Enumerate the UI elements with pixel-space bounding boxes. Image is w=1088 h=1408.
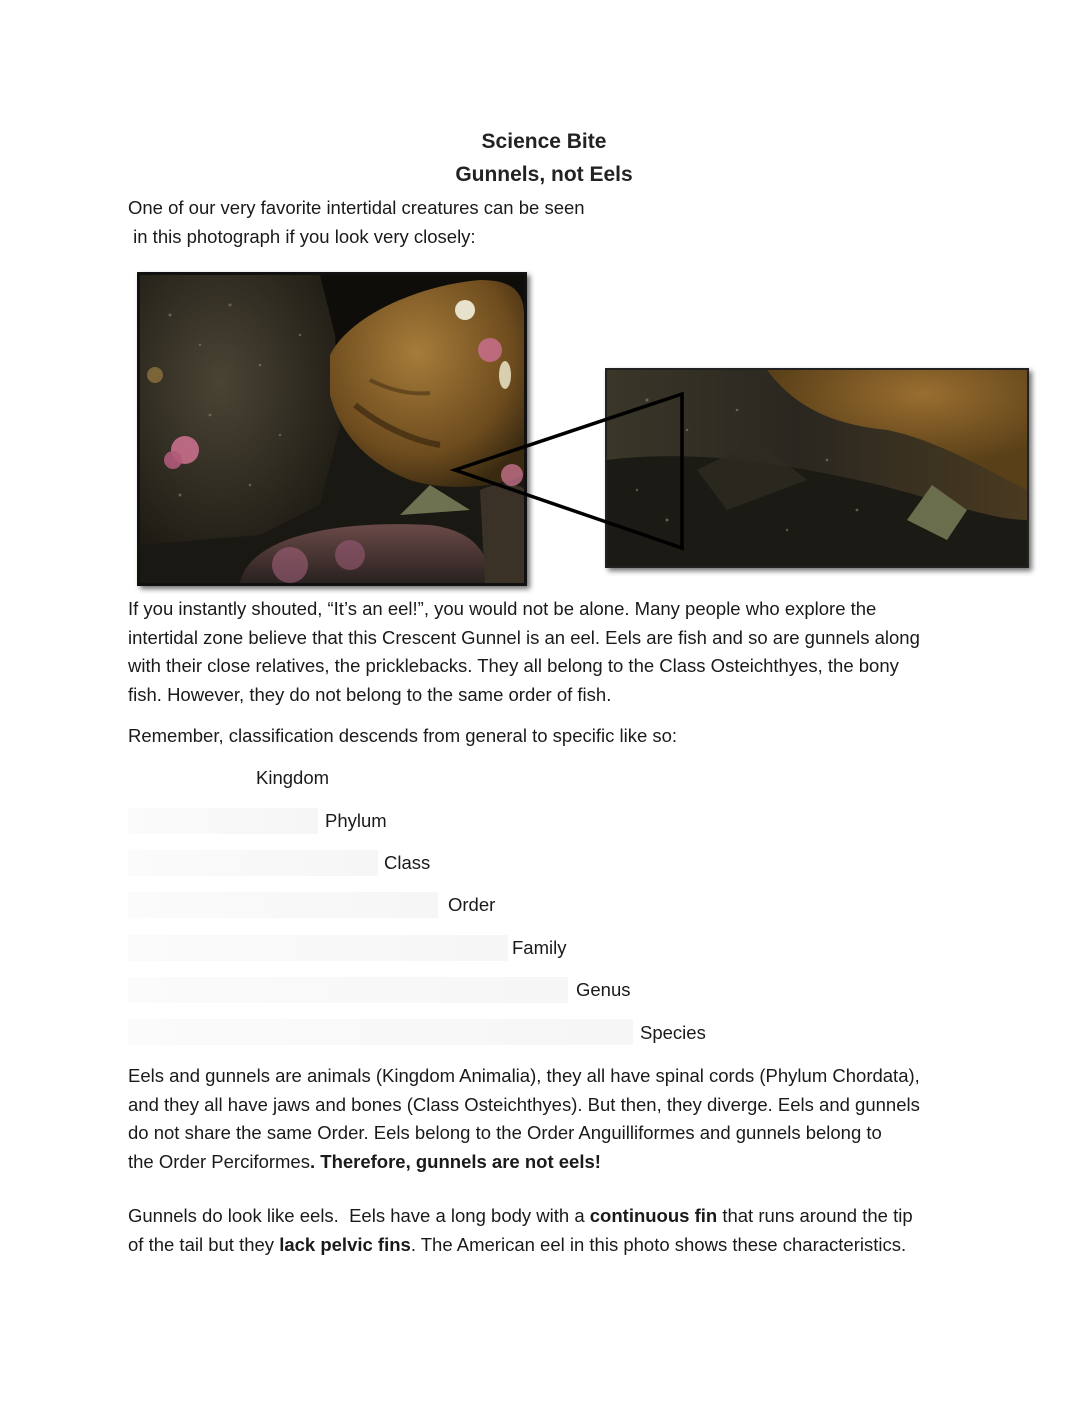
para1-line-2: intertidal zone believe that this Crescent Gunnel is an eel. Eels are fish and so are gunnels along — [128, 626, 920, 648]
paragraph-eel-mistake — [128, 595, 968, 709]
rank-band — [128, 850, 378, 876]
rank-band — [128, 1019, 633, 1045]
intro-paragraph — [128, 194, 968, 251]
para4-line-2 — [128, 1231, 968, 1260]
paragraph-divergence — [128, 1062, 968, 1176]
rank-class: Class — [384, 852, 431, 873]
rank-species: Species — [640, 1022, 706, 1043]
para4-line-1-rest: that runs around the tip — [717, 1205, 913, 1226]
paragraph-eel-features — [128, 1202, 968, 1259]
tidepool-photo-art — [140, 275, 524, 583]
para3-line-1: Eels and gunnels are animals (Kingdom Animalia), they all have spinal cords (Phylum Chordata), — [128, 1065, 920, 1086]
para4-line-1-text: Gunnels do look like eels. Eels have a long body with a — [128, 1205, 590, 1226]
rank-phylum: Phylum — [325, 810, 387, 831]
intro-line-2: in this photograph if you look very closely: — [128, 225, 476, 247]
rank-family: Family — [512, 937, 567, 958]
rank-kingdom: Kingdom — [256, 767, 330, 788]
zoomed-photo — [605, 368, 1029, 568]
rank-band — [128, 892, 438, 918]
para4-line-2-rest: . The American eel in this photo shows these characteristics. — [410, 1233, 907, 1255]
rank-band — [128, 977, 568, 1003]
continuous-fin-bold: continuous fin — [589, 1205, 718, 1226]
para4-line-2-text: of the tail but they — [128, 1233, 280, 1255]
para1-line-4: fish. However, they do not belong to the same order of fish. — [128, 683, 612, 705]
page-title: Science Bite — [481, 130, 607, 153]
rank-band — [128, 935, 508, 961]
conclusion-bold: . Therefore, gunnels are not eels! — [309, 1150, 601, 1172]
rank-order: Order — [448, 894, 496, 915]
para3-line-3: do not share the same Order. Eels belong to the Order Anguilliformes and gunnels belong to — [128, 1122, 882, 1143]
rank-band — [128, 808, 318, 834]
para1-line-3: with their close relatives, the pricklebacks. They all belong to the Class Osteichthyes, the bony — [128, 655, 899, 676]
page-subtitle: Gunnels, not Eels — [455, 163, 633, 186]
para3-line-4 — [128, 1148, 968, 1177]
para4-line-1 — [128, 1202, 968, 1231]
para1-line-1: If you instantly shouted, “It’s an eel!”, you would not be alone. Many people who explore the — [128, 598, 877, 619]
zoomed-photo-art — [607, 370, 1027, 566]
para3-line-2: and they all have jaws and bones (Class Osteichthyes). But then, they diverge. Eels and gunnels — [128, 1093, 920, 1115]
intro-line-1: One of our very favorite intertidal creatures can be seen — [128, 197, 585, 218]
para3-line-4-text: the Order Perciformes — [128, 1150, 310, 1172]
paragraph-classification-intro: Remember, classification descends from general to specific like so: — [128, 725, 678, 746]
tidepool-photo — [137, 272, 527, 586]
lack-pelvic-fins-bold: lack pelvic fins — [279, 1233, 411, 1255]
rank-genus: Genus — [576, 979, 631, 1000]
